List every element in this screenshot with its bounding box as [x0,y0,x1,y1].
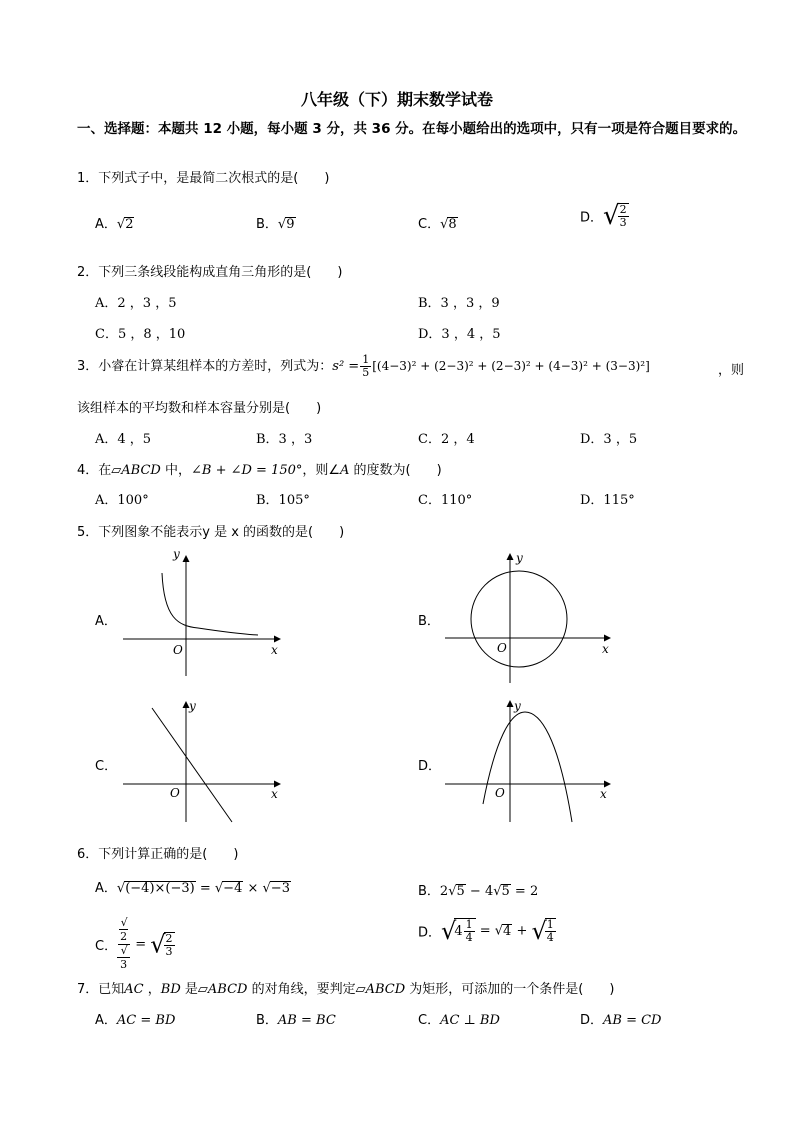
q1-option-c: C．√8 [418,217,457,232]
origin-label: O [495,786,505,800]
q1-option-a: A．√2 [95,217,134,232]
q5-stem: 5．下列图象不能表示y 是 x 的函数的是( ) [77,525,345,540]
q7-stem: 7．已知AC ，BD 是▱ABCD 的对角线，要判定▱ABCD 为矩形，可添加的一个条件是( ) [77,982,615,997]
q3-stem-line2: 该组样本的平均数和样本容量分别是( ) [77,401,322,416]
q4-option-b: B．105° [256,493,310,508]
q4-stem: 4．在▱ABCD 中，∠B + ∠D = 150°，则∠A 的度数为( ) [77,463,442,478]
q5-graph-a [118,548,288,678]
q2-stem: 2．下列三条线段能构成直角三角形的是( ) [77,265,343,280]
q7-option-c: C．AC ⊥ BD [418,1013,500,1028]
q3-stem: 3．小睿在计算某组样本的方差时，列式为：s² = $\frac{1}{5}$ [(4−3)² + (2−3)² + (2−3)² + (4−3)² + (3−3)²] [77,353,650,379]
x-axis-label: x [271,787,278,801]
y-axis-label: y [514,699,521,713]
y-axis-label: y [173,548,180,561]
page-title: 八年级（下）期末数学试卷 [300,90,493,109]
q1-option-b: B．√9 [256,217,295,232]
q1-option-d: D．√ $\frac{2}{3}$ [580,201,627,231]
q6-option-c: C． √ 2 √ 3 = √ $\frac{2}{3}$ [95,916,173,971]
origin-label: O [497,641,507,655]
q5-graph-c [118,696,288,826]
q5-label-a: A． [95,614,117,629]
x-axis-label: x [602,642,609,656]
q2-option-b: B．3 ，3 ，9 [418,296,500,311]
q2-option-c: C．5 ，8 ，10 [95,327,186,342]
q2-option-a: A．2 ，3 ，5 [95,296,177,311]
q4-option-c: C．110° [418,493,473,508]
q5-graph-b [440,548,615,688]
q6-stem: 6．下列计算正确的是( ) [77,847,239,862]
x-axis-label: x [600,787,607,801]
section-heading: 一、选择题：本题共 12 小题，每小题 3 分，共 36 分。在每小题给出的选项中，只有一项是符合题目要求的。 [77,121,747,137]
y-axis-label: y [516,551,523,565]
q7-option-a: A．AC = BD [95,1013,176,1028]
q1-stem: 1．下列式子中，是最简二次根式的是( ) [77,171,330,186]
q3-option-c: C．2 ，4 [418,432,475,447]
q3-option-a: A．4 ，5 [95,432,152,447]
q6-option-d: D．√4 $\frac{1}{4}$ = √4 + √ $\frac{1}{4}$ [418,917,554,945]
q4-option-a: A．100° [95,493,149,508]
origin-label: O [173,643,183,657]
origin-label: O [170,786,180,800]
q6-option-a: A．√(−4)×(−3) = √−4 × √−3 [95,881,290,896]
x-axis-label: x [271,643,278,657]
q5-label-d: D． [418,759,442,774]
q3-stem-end: ，则 [718,363,745,378]
q3-option-d: D．3 ，5 [580,432,638,447]
q2-option-d: D．3 ，4 ，5 [418,327,501,342]
y-axis-label: y [189,699,196,713]
q6-option-b: B．2√5 − 4√5 = 2 [418,884,539,899]
q3-option-b: B．3 ，3 [256,432,313,447]
q7-option-d: D．AB = CD [580,1013,662,1028]
q4-option-d: D．115° [580,493,635,508]
q5-graph-d [440,696,615,826]
q5-label-c: C． [95,759,118,774]
q5-label-b: B． [418,614,440,629]
q7-option-b: B．AB = BC [256,1013,336,1028]
